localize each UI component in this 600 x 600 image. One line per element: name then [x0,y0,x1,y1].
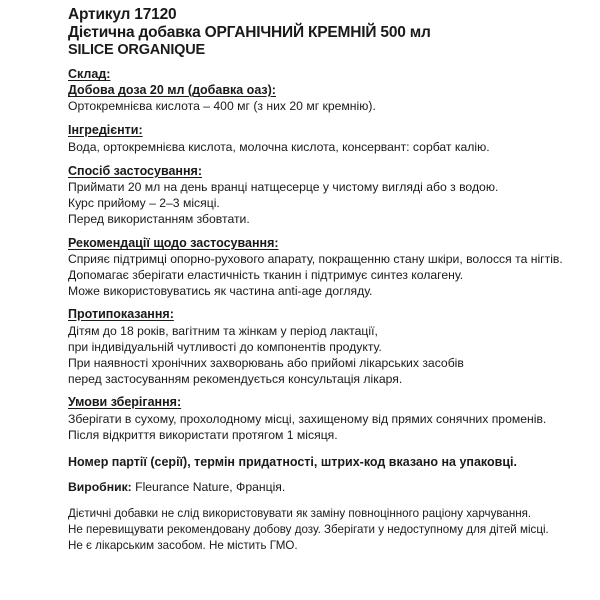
storage-line: Зберігати в сухому, прохолодному місці, захищеному від прямих сонячних променів. [68,412,547,426]
daily-dose-heading: Добова доза 20 мл (добавка оаз): [68,83,276,97]
contraindications-line: при індивідуальній чутливості до компонентів продукту. [68,340,382,354]
disclaimer-line: Не перевищувати рекомендовану добову дозу. Зберігати у недоступному для дітей місці. [68,523,549,536]
disclaimer-line: Не є лікарським засобом. Не містить ГМО. [68,539,298,552]
manufacturer [68,481,285,493]
composition-text: Ортокремнієва кислота – 400 мг (з них 20 мг кремнію). [68,99,376,113]
ingredients-heading: Інгредієнти: [68,123,143,137]
usage-heading: Спосіб застосування: [68,164,202,178]
usage-line: Курс прийому – 2–3 місяці. [68,196,220,210]
article-number: Артикул 17120 [68,6,177,23]
recommendations-line: Допомагає зберігати еластичність тканин і підтримує синтез колагену. [68,268,464,282]
usage-line: Приймати 20 мл на день вранці натщесерце у чистому вигляді або з водою. [68,180,499,194]
usage-line: Перед використанням збовтати. [68,212,250,226]
batch-info: Номер партії (серії), термін придатності, штрих-код вказано на упаковці. [68,455,517,469]
recommendations-line: Сприяє підтримці опорно-рухового апарату, покращенню стану шкіри, волосся та нігтів. [68,252,563,266]
contraindications-line: перед застосуванням рекомендується консультація лікаря. [68,372,403,386]
manufacturer-value: Fleurance Nature, Франція. [135,480,286,494]
ingredients-text: Вода, ортокремнієва кислота, молочна кислота, консервант: сорбат калію. [68,140,490,154]
disclaimer-line: Дієтичні добавки не слід використовувати як заміну повноцінного раціону харчування. [68,507,532,520]
contraindications-line: При наявності хронічних захворювань або прийомі лікарських засобів [68,356,464,370]
manufacturer-label: Виробник: [68,480,132,494]
recommendations-heading: Рекомендації щодо застосування: [68,236,279,250]
contraindications-heading: Протипоказання: [68,307,174,321]
recommendations-line: Може використовуватись як частина anti-age догляду. [68,284,373,298]
product-title: Дієтична добавка ОРГАНІЧНИЙ КРЕМНІЙ 500 мл [68,24,431,41]
product-name-fr: SILICE ORGANIQUE [68,42,205,58]
storage-line: Після відкриття використати протягом 1 місяця. [68,428,338,442]
storage-heading: Умови зберігання: [68,395,182,409]
composition-heading: Склад: [68,67,111,81]
contraindications-line: Дітям до 18 років, вагітним та жінкам у період лактації, [68,324,378,338]
